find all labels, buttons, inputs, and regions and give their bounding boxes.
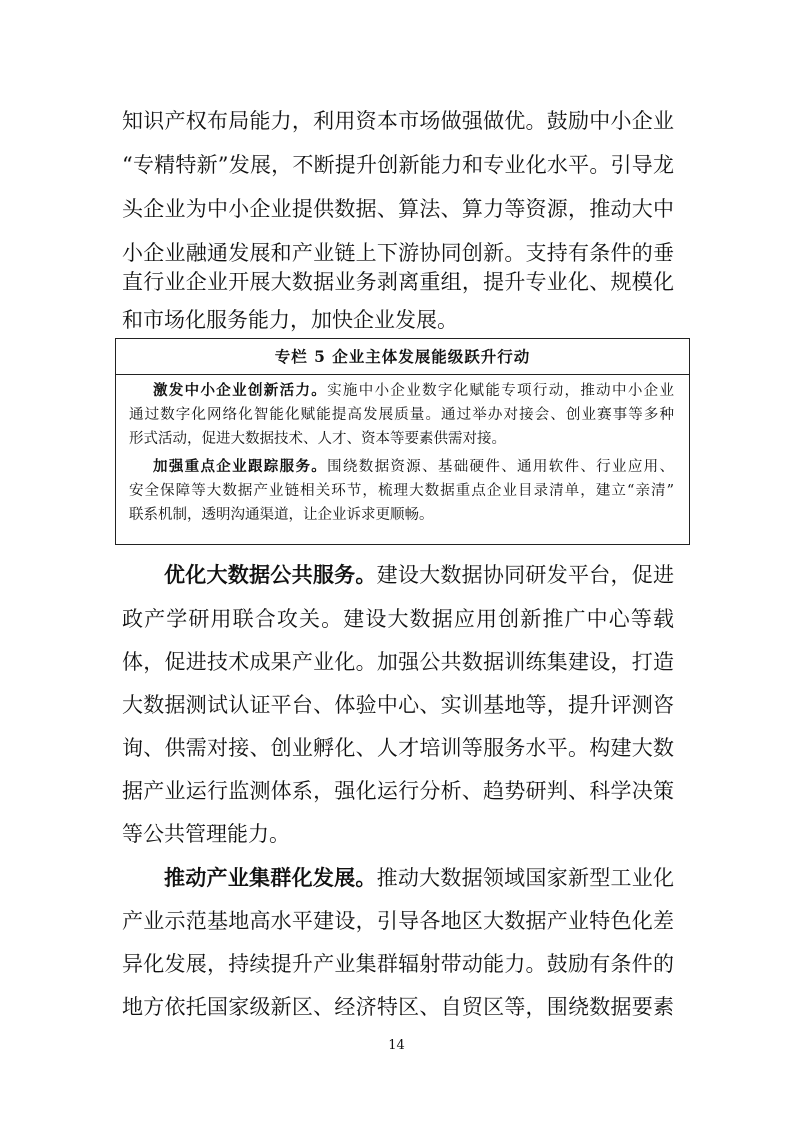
paragraph-1-line-2: “专精特新”发展，不断提升创新能力和专业化水平。引导龙: [122, 153, 674, 177]
box-item-1-line-2: 通过数字化网络化智能化赋能提高发展质量。通过举办对接会、创业赛事等多种: [129, 407, 674, 423]
box-item-2-text: 围绕数据资源、基础硬件、通用软件、行业应用、: [327, 459, 674, 475]
paragraph-2-lead: 优化大数据公共服务。: [164, 562, 377, 587]
paragraph-1-line-1: 知识产权布局能力，利用资本市场做强做优。鼓励中小企业: [122, 109, 674, 133]
paragraph-3-lead: 推动产业集群化发展。: [164, 865, 377, 890]
column-box-divider: [116, 374, 689, 375]
box-item-2-lead: 加强重点企业跟踪服务。: [153, 458, 328, 475]
paragraph-2-line-3: 体，促进技术成果产业化。加强公共数据训练集建设，打造: [122, 650, 674, 674]
column-box: [115, 338, 690, 545]
box-item-1-line-1: [153, 379, 674, 403]
paragraph-2-line-5: 询、供需对接、创业孵化、人才培训等服务水平。构建大数: [122, 736, 674, 760]
paragraph-2-line-2: 政产学研用联合攻关。建设大数据应用创新推广中心等载: [122, 607, 674, 631]
box-item-1-line-3: 形式活动，促进大数据技术、人才、资本等要素供需对接。: [129, 431, 506, 447]
paragraph-2-line-7: 等公共管理能力。: [122, 822, 290, 846]
box-item-2-line-1: [153, 455, 674, 479]
box-item-2-line-2: 安全保障等大数据产业链相关环节，梳理大数据重点企业目录清单，建立“亲清”: [129, 483, 674, 499]
box-item-2-line-3: 联系机制，透明沟通渠道，让企业诉求更顺畅。: [129, 507, 434, 523]
paragraph-1-line-3: 头企业为中小企业提供数据、算法、算力等资源，推动大中: [122, 197, 674, 221]
paragraph-3-line-1: [164, 863, 674, 893]
box-item-1-text: 实施中小企业数字化赋能专项行动，推动中小企业: [327, 383, 674, 399]
paragraph-2-line-1: [164, 560, 674, 590]
paragraph-1-line-4: 小企业融通发展和产业链上下游协同创新。支持有条件的垂: [122, 241, 674, 265]
column-box-title: 专栏 5 企业主体发展能级跃升行动: [274, 347, 531, 366]
paragraph-3-first-text: 推动大数据领域国家新型工业化: [376, 866, 674, 890]
paragraph-1-line-5: 直行业企业开展大数据业务剥离重组，提升专业化、规模化: [122, 270, 674, 294]
paragraph-3-line-3: 异化发展，持续提升产业集群辐射带动能力。鼓励有条件的: [122, 952, 674, 976]
paragraph-1-line-6: 和市场化服务能力，加快企业发展。: [122, 308, 458, 332]
paragraph-2-line-6: 据产业运行监测体系，强化运行分析、趋势研判、科学决策: [122, 779, 674, 803]
page-number: 14: [388, 1038, 405, 1053]
paragraph-3-line-4: 地方依托国家级新区、经济特区、自贸区等，围绕数据要素: [122, 995, 674, 1019]
paragraph-3-line-2: 产业示范基地高水平建设，引导各地区大数据产业特色化差: [122, 909, 674, 933]
paragraph-2-first-text: 建设大数据协同研发平台，促进: [376, 563, 674, 587]
box-item-1-lead: 激发中小企业创新活力。: [153, 382, 328, 399]
paragraph-2-line-4: 大数据测试认证平台、体验中心、实训基地等，提升评测咨: [122, 693, 674, 717]
